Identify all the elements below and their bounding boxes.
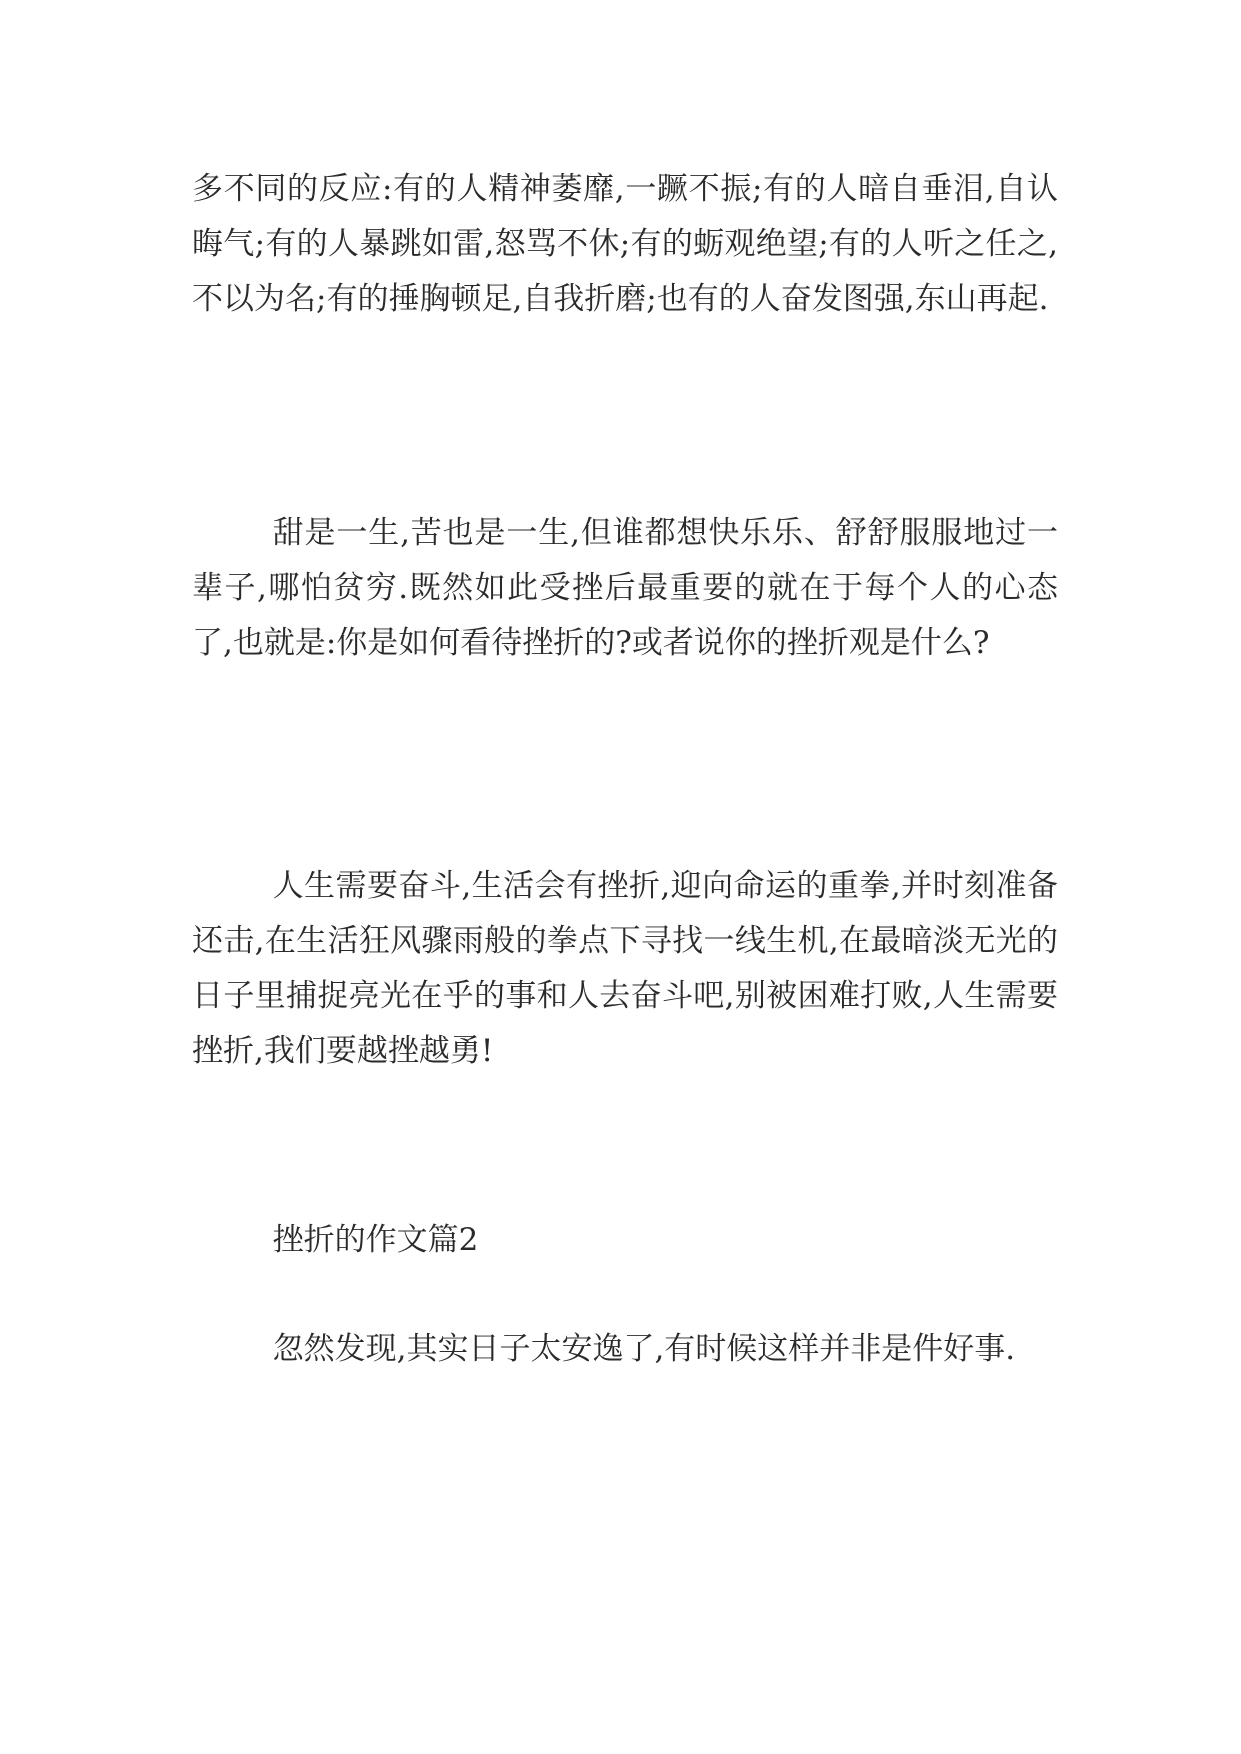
paragraph-mindset [192,506,1058,671]
paragraph-text: 忽然发现,其实日子太安逸了,有时候这样并非是件好事. [272,1331,1016,1367]
paragraph-comfort [192,1322,1058,1377]
paragraph-reactions [192,162,1058,327]
section-heading [192,1213,1058,1268]
paragraph-text: 多不同的反应:有的人精神萎靡,一蹶不振;有的人暗自垂泪,自认晦气;有的人暴跳如雷,怒骂不休;有的蛎观绝望;有的人听之任之,不以为名;有的捶胸顿足,自我折磨;也有的人奋发图强,东山再起. [192,171,1058,317]
paragraph-struggle [192,859,1058,1079]
paragraph-text: 人生需要奋斗,生活会有挫折,迎向命运的重拳,并时刻准备还击,在生活狂风骤雨般的拳点下寻找一线生机,在最暗淡无光的日子里捕捉亮光在乎的事和人去奋斗吧,别被困难打败,人生需要挫折,我们要越挫越勇! [192,868,1058,1069]
paragraph-text: 甜是一生,苦也是一生,但谁都想快乐乐、舒舒服服地过一辈子,哪怕贫穷.既然如此受挫后最重要的就在于每个人的心态了,也就是:你是如何看待挫折的?或者说你的挫折观是什么? [192,515,1058,661]
heading-text: 挫折的作文篇2 [272,1222,479,1258]
